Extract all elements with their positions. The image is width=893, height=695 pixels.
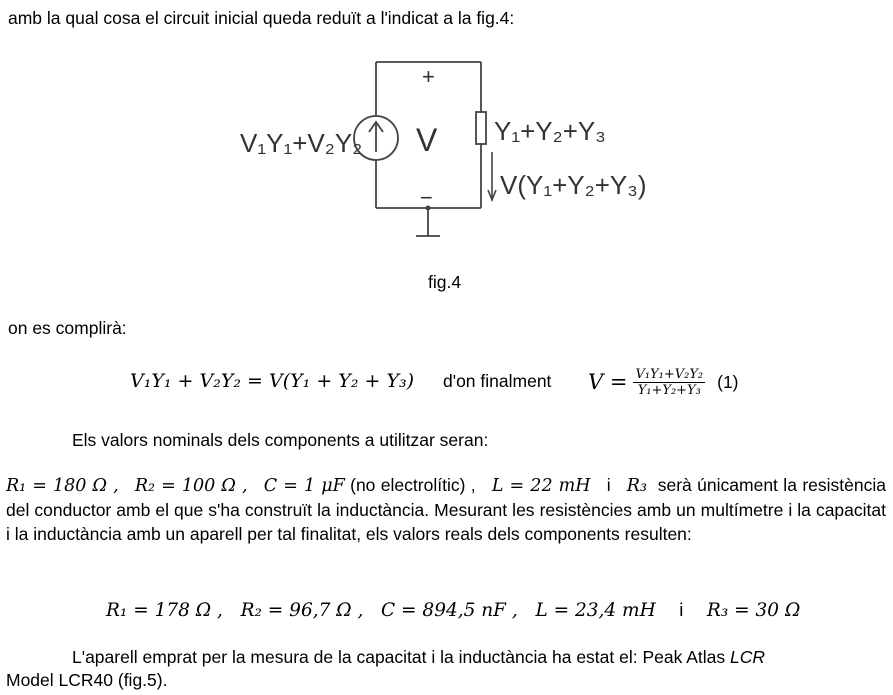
nominal-c-note: (no electrolític) , bbox=[350, 475, 476, 495]
source-label: V₁Y₁+V₂Y₂ bbox=[240, 128, 363, 158]
admittance-icon bbox=[476, 112, 486, 144]
figure-caption: fig.4 bbox=[428, 272, 462, 292]
final-line-1 bbox=[72, 645, 765, 669]
nominal-paragraph bbox=[6, 473, 886, 546]
measured-r2: R₂ = 96,7 Ω , bbox=[240, 600, 364, 621]
final-italic: LCR bbox=[730, 647, 766, 667]
current-label: V(Y₁+Y₂+Y₃) bbox=[500, 170, 647, 200]
fraction-numerator: V₁Y₁+V₂Y₂ bbox=[635, 366, 704, 382]
equation-result bbox=[588, 356, 739, 408]
nominal-i: i bbox=[606, 475, 611, 495]
admittance-label: Y₁+Y₂+Y₃ bbox=[494, 116, 606, 146]
result-fraction bbox=[633, 367, 705, 398]
nominal-l: L = 22 mH bbox=[491, 476, 591, 496]
circuit-figure bbox=[230, 48, 670, 263]
result-var: V = bbox=[588, 370, 628, 394]
equation-lhs: V₁Y₁ + V₂Y₂ = V(Y₁ + Y₂ + Y₃) bbox=[130, 370, 415, 392]
measured-values bbox=[106, 597, 800, 624]
equation-number: (1) bbox=[717, 372, 739, 392]
equation-connector: d'on finalment bbox=[443, 371, 552, 391]
nominal-r2: R₂ = 100 Ω , bbox=[134, 476, 248, 496]
nominal-rest: serà únicament la resistència del conductor amb el que s'ha construït la inductància. Mesurant les resistències amb un multímetre i la capacitat i la inductància amb un aparell per tal finalitat, els valors reals dels components resulten: bbox=[6, 475, 886, 544]
measured-l: L = 23,4 mH bbox=[535, 600, 656, 621]
nominal-intro: Els valors nominals dels components a utilitzar seran: bbox=[72, 430, 489, 450]
node-voltage: V bbox=[416, 122, 438, 158]
measured-r3: R₃ = 30 Ω bbox=[706, 600, 801, 621]
measured-c: C = 894,5 nF , bbox=[381, 600, 518, 621]
line-on: on es complirà: bbox=[8, 318, 127, 338]
plus-sign: + bbox=[422, 64, 435, 89]
minus-sign: − bbox=[420, 185, 433, 210]
final-text: L'aparell emprat per la mesura de la capacitat i la inductància ha estat el: Peak Atlas bbox=[72, 647, 726, 667]
measured-r1: R₁ = 178 Ω , bbox=[106, 600, 223, 621]
nominal-r1: R₁ = 180 Ω , bbox=[6, 476, 119, 496]
measured-i: i bbox=[679, 599, 684, 620]
nominal-c: C = 1 μF bbox=[263, 476, 345, 496]
fraction-denominator: Y₁+Y₂+Y₃ bbox=[637, 382, 701, 398]
final-line-2: Model LCR40 (fig.5). bbox=[6, 670, 168, 690]
nominal-r3: R₃ bbox=[626, 476, 647, 496]
intro-line: amb la qual cosa el circuit inicial queda reduït a l'indicat a la fig.4: bbox=[8, 8, 515, 28]
